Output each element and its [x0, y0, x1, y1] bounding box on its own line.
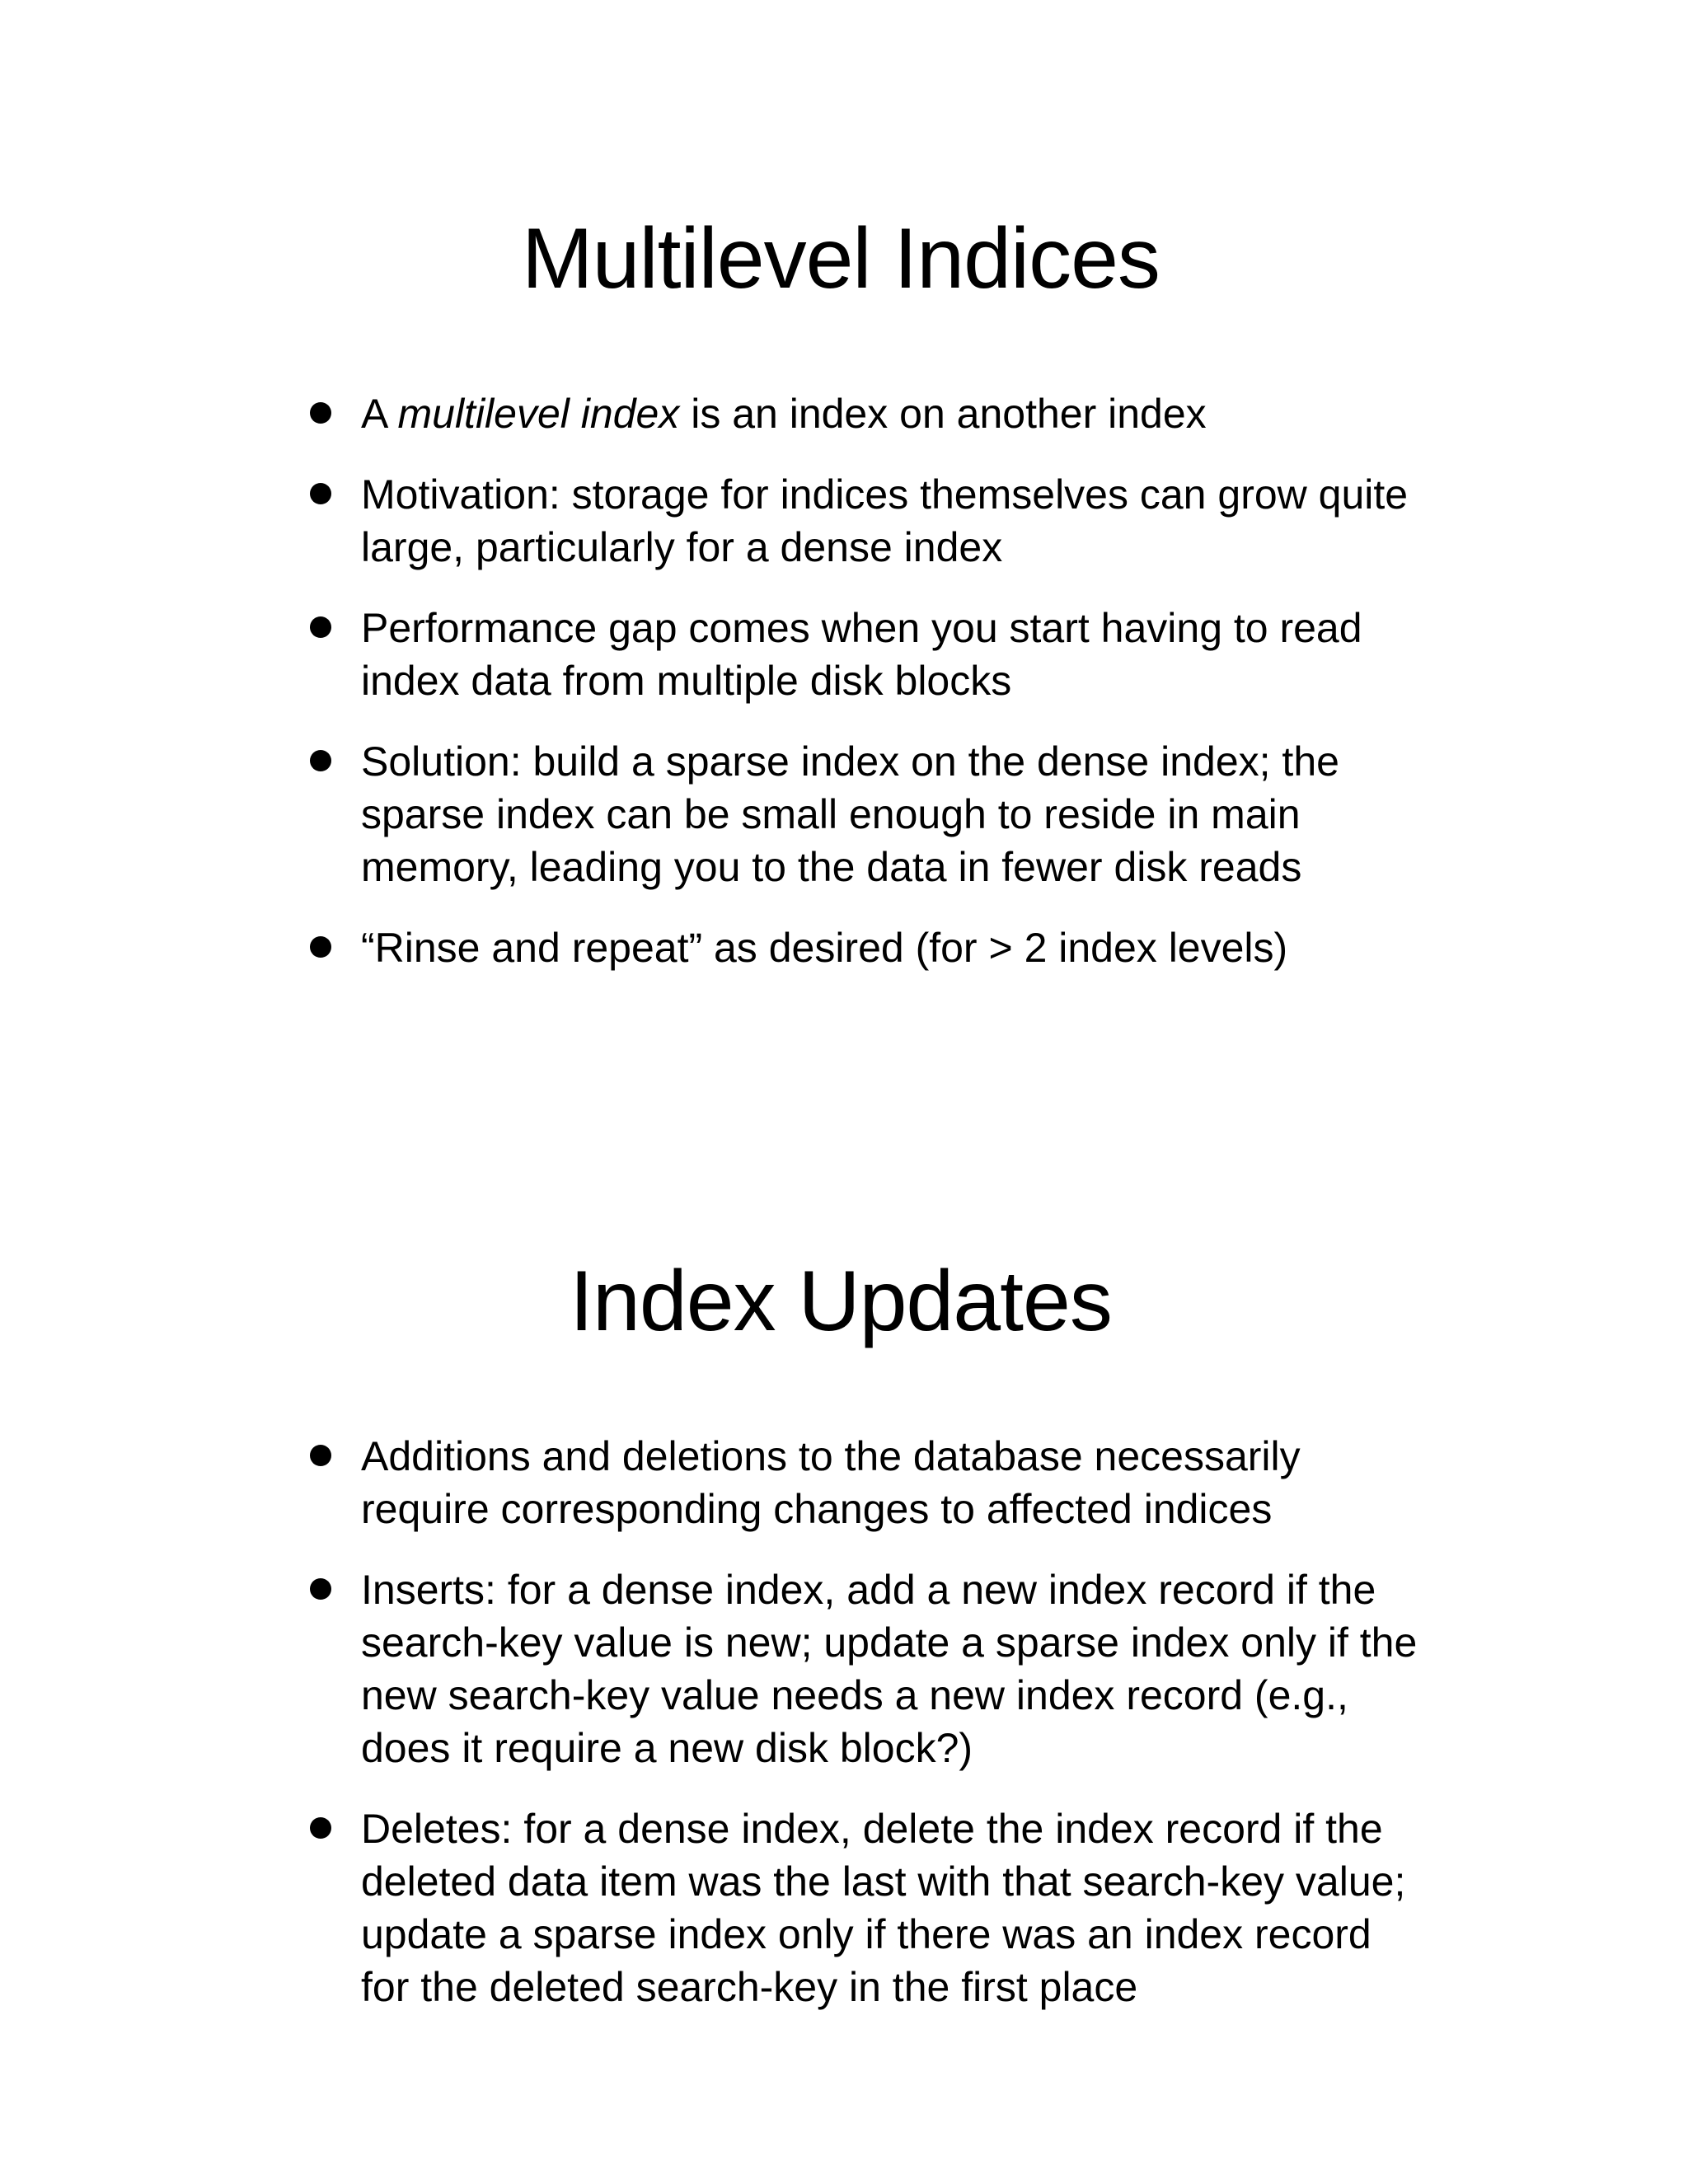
bullet-text [361, 391, 1207, 437]
bullet-item [310, 602, 1423, 707]
bullet-text: Motivation: storage for indices themselves can grow quite large, particularly for a dense index [361, 471, 1409, 570]
bullet-text: Solution: build a sparse index on the dense index; the sparse index can be small enough to reside in main memory, leading you to the data in fewer disk reads [361, 738, 1339, 890]
bullet-item [310, 1563, 1423, 1774]
slide-title: Index Updates [570, 1254, 1112, 1349]
bullet-list [310, 1430, 1423, 2041]
bullet-item [310, 1802, 1423, 2013]
bullet-dot-icon [310, 402, 331, 424]
slide-index-updates [0, 1092, 1688, 2184]
bullet-item [310, 468, 1423, 574]
bullet-item [310, 387, 1423, 440]
bullet-text: Inserts: for a dense index, add a new index record if the search-key value is new; update a sparse index only if the new search-key value needs a new index record (e.g., does it require a new disk block?) [361, 1567, 1418, 1771]
bullet-dot-icon [310, 616, 331, 638]
bullet-text: Performance gap comes when you start having to read index data from multiple disk blocks [361, 605, 1362, 704]
bullet-item [310, 1430, 1423, 1535]
bullet-item [310, 735, 1423, 893]
bullet-text: Additions and deletions to the database necessarily require corresponding changes to affected indices [361, 1433, 1301, 1532]
bullet-dot-icon [310, 936, 331, 958]
bullet-dot-icon [310, 483, 331, 504]
bullet-dot-icon [310, 1445, 331, 1466]
text-run: is an index on another index [679, 391, 1207, 437]
bullet-dot-icon [310, 1578, 331, 1600]
bullet-list [310, 387, 1423, 1002]
bullet-dot-icon [310, 750, 331, 771]
text-run-italic: multilevel index [397, 391, 680, 437]
bullet-text: Deletes: for a dense index, delete the index record if the deleted data item was the last with that search-key value; update a sparse index only if there was an index record for the deleted search-key in the first place [361, 1806, 1406, 2010]
text-run: A [361, 391, 398, 437]
bullet-item [310, 921, 1423, 974]
slide-title: Multilevel Indices [522, 211, 1160, 307]
bullet-dot-icon [310, 1817, 331, 1839]
bullet-text: “Rinse and repeat” as desired (for > 2 index levels) [361, 925, 1288, 971]
